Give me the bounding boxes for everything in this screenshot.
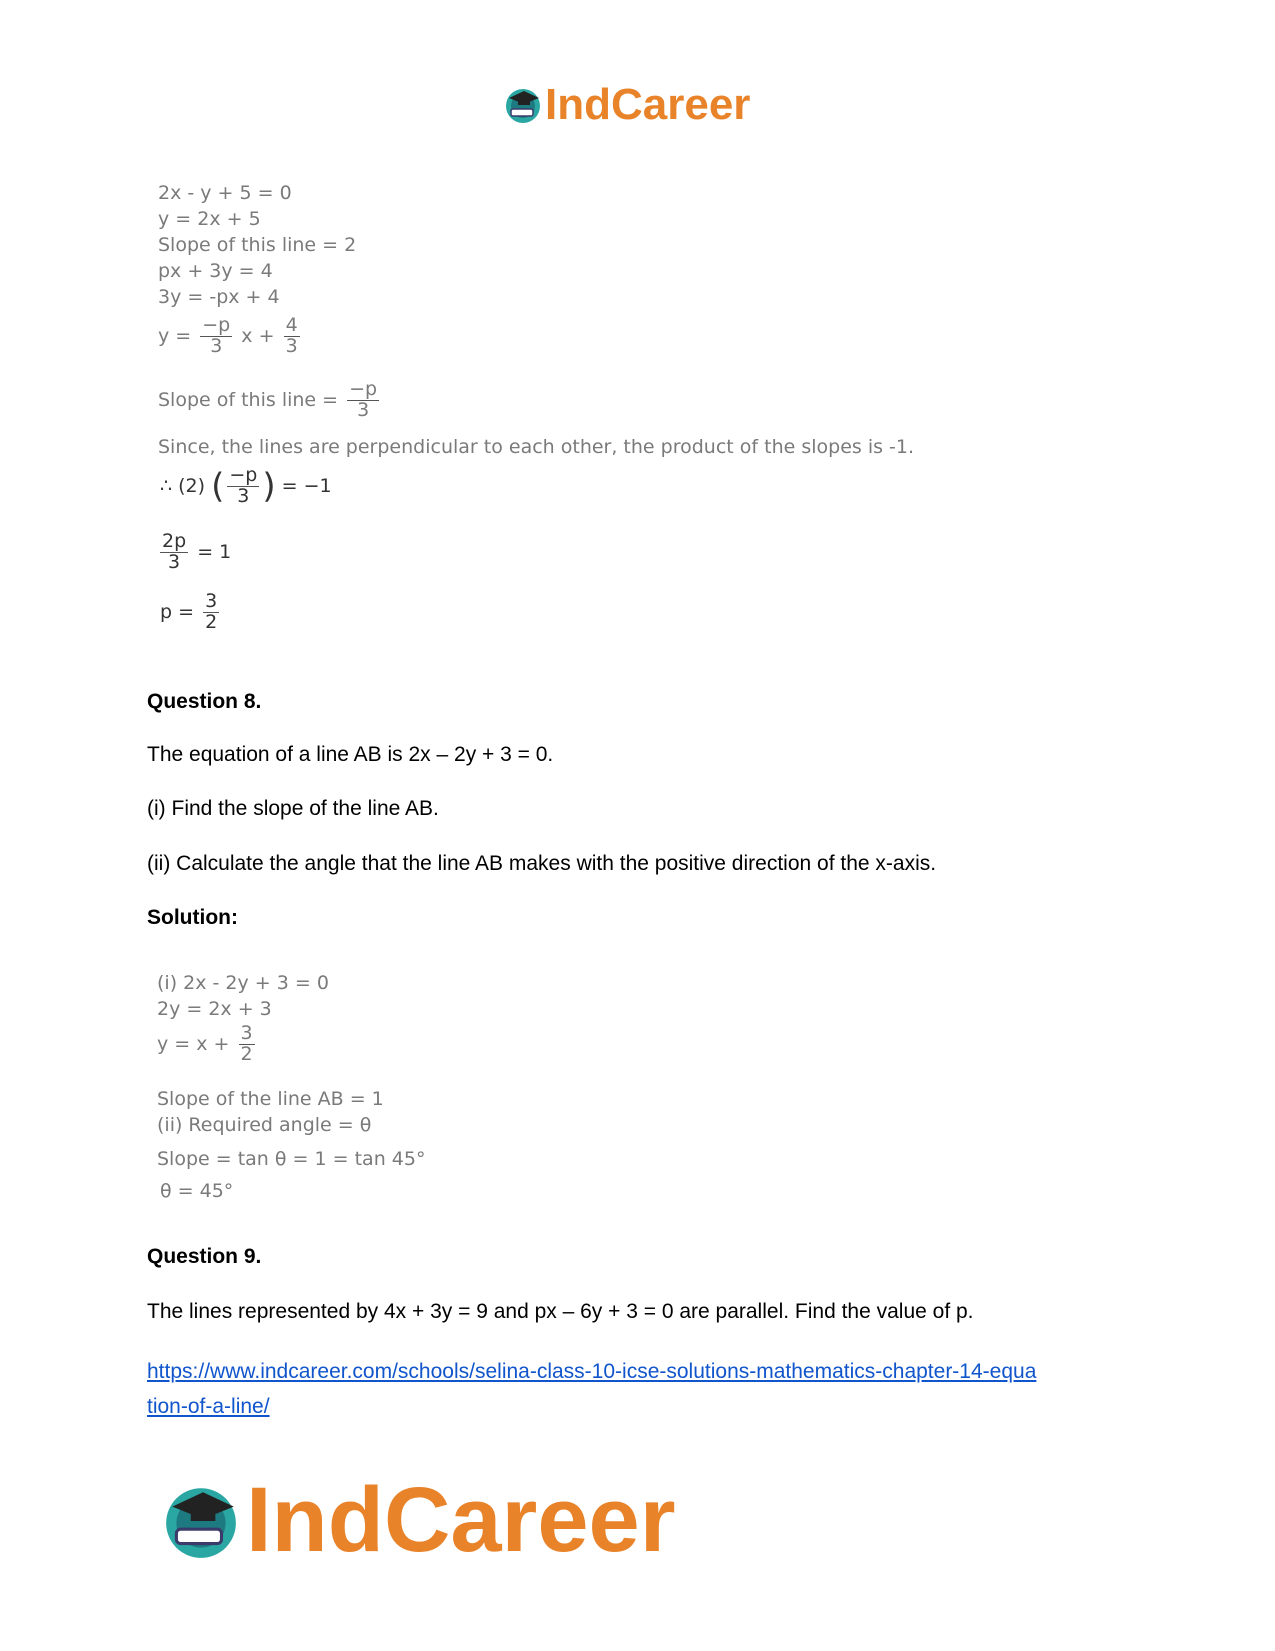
math-line: Slope of this line = 2 <box>158 234 357 256</box>
source-link-line-1[interactable]: https://www.indcareer.com/schools/selina-class-10-icse-solutions-mathematics-chapter-14-equa <box>147 1360 1037 1383</box>
math-line-fraction <box>158 380 382 421</box>
graduation-cap-globe-icon <box>503 85 543 125</box>
denominator: 3 <box>237 484 250 507</box>
numerator: 4 <box>285 314 298 336</box>
fraction <box>284 316 300 357</box>
fraction <box>203 592 219 633</box>
fraction <box>227 466 259 507</box>
math-text: x + <box>241 324 275 347</box>
denominator: 3 <box>210 334 223 357</box>
math-line: 2x - y + 5 = 0 <box>158 182 292 204</box>
math-line-fraction <box>158 316 303 357</box>
denominator: 3 <box>357 398 370 421</box>
numerator: −p <box>229 464 258 486</box>
math-line: (i) 2x - 2y + 3 = 0 <box>157 972 329 994</box>
math-text: y = <box>158 324 192 347</box>
header-logo <box>503 80 750 130</box>
math-line-fraction <box>160 532 231 573</box>
math-line: px + 3y = 4 <box>158 260 273 282</box>
denominator: 3 <box>285 334 298 357</box>
fraction <box>239 1024 255 1065</box>
math-line-fraction <box>160 466 332 507</box>
denominator: 2 <box>240 1042 253 1065</box>
graduation-cap-globe-icon <box>160 1480 242 1562</box>
question-9-heading: Question 9. <box>147 1245 262 1268</box>
math-line: Since, the lines are perpendicular to each other, the product of the slopes is -1. <box>158 436 915 458</box>
paren-left: ( <box>211 466 225 507</box>
math-text: ∴ (2) <box>160 474 206 497</box>
numerator: 2p <box>162 530 187 552</box>
question-8-part-i: (i) Find the slope of the line AB. <box>147 797 439 820</box>
question-9-text: The lines represented by 4x + 3y = 9 and px – 6y + 3 = 0 are parallel. Find the value of p. <box>147 1300 974 1323</box>
logo-wordmark: IndCareer <box>246 1469 676 1571</box>
math-line: Slope = tan θ = 1 = tan 45° <box>157 1148 426 1170</box>
question-8-heading: Question 8. <box>147 690 262 713</box>
math-line: y = 2x + 5 <box>158 208 261 230</box>
paren-right: ) <box>262 466 276 507</box>
fraction <box>347 380 379 421</box>
math-text: = 1 <box>197 540 232 563</box>
question-8-part-ii: (ii) Calculate the angle that the line AB makes with the positive direction of the x-axis. <box>147 852 937 875</box>
fraction <box>200 316 232 357</box>
math-line-fraction <box>157 1024 258 1065</box>
footer-logo <box>160 1468 676 1573</box>
math-line: 3y = -px + 4 <box>158 286 280 308</box>
numerator: −p <box>349 378 378 400</box>
numerator: 3 <box>240 1022 253 1044</box>
math-text: = −1 <box>281 474 332 497</box>
math-line: θ = 45° <box>160 1180 234 1202</box>
source-link-line-2[interactable]: tion-of-a-line/ <box>147 1395 270 1418</box>
math-line: Slope of the line AB = 1 <box>157 1088 384 1110</box>
math-text: Slope of this line = <box>158 388 339 411</box>
question-8-text: The equation of a line AB is 2x – 2y + 3 = 0. <box>147 743 554 766</box>
math-text: y = x + <box>157 1032 230 1055</box>
numerator: −p <box>202 314 231 336</box>
denominator: 3 <box>168 550 181 573</box>
math-line: 2y = 2x + 3 <box>157 998 272 1020</box>
math-line: (ii) Required angle = θ <box>157 1114 372 1136</box>
denominator: 2 <box>205 610 218 633</box>
numerator: 3 <box>205 590 218 612</box>
solution-heading: Solution: <box>147 906 238 929</box>
logo-wordmark: IndCareer <box>545 80 751 129</box>
fraction <box>160 532 188 573</box>
math-line-fraction <box>160 592 222 633</box>
math-text: p = <box>160 600 195 623</box>
